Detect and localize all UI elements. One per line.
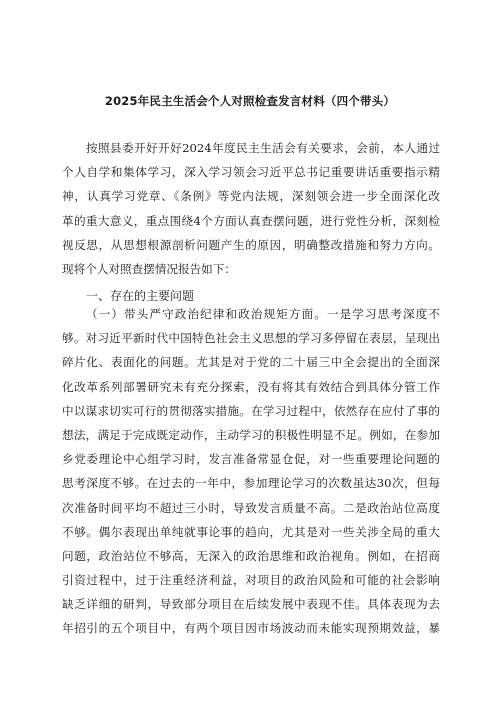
body-line: 次准备时间平均不超过三小时，导致发言质量不高。二是政治站位高度 [62, 500, 440, 515]
document-title: 2025年民主生活会个人对照检查发言材料（四个带头） [104, 94, 396, 108]
intro-line: 按照县委开好开好2024年度民主生活会有关要求，会前，本人通过 [86, 141, 440, 155]
body-line: 乡党委理论中心组学习时，发言准备常显仓促，对一些重要理论问题的 [62, 452, 440, 467]
body-line: 中以谋求切实可行的贯彻落实措施。在学习过程中，依然存在应付了事的 [62, 403, 440, 418]
body-line: 想法，满足于完成既定动作，主动学习的积极性明显不足。例如，在参加 [62, 427, 440, 442]
body-line: 引资过程中，过于注重经济利益，对项目的政治风险和可能的社会影响 [62, 573, 440, 588]
body-line: 思考深度不够。在过去的一年中，参加理论学习的次数虽达30次，但每 [62, 476, 440, 491]
body-paragraph [62, 302, 440, 641]
body-line: 够。对习近平新时代中国特色社会主义思想的学习多停留在表层，呈现出 [62, 331, 440, 346]
intro-paragraph [62, 136, 440, 281]
body-line: 化改革系列部署研究未有充分探索，没有将其有效结合到具体分管工作 [62, 379, 440, 394]
intro-line: 神，认真学习党章、《条例》等党内法规，深刻领会进一步全面深化改 [62, 189, 440, 204]
intro-line: 现将个人对照查摆情况报告如下： [62, 261, 236, 276]
intro-line: 个人自学和集体学习，深入学习领会习近平总书记重要讲话重要指示精 [62, 165, 440, 180]
body-line: 问题，政治站位不够高，无深入的政治思维和政治视角。例如，在招商 [62, 548, 440, 563]
body-line: 碎片化、表面化的问题。尤其是对于党的二十届三中全会提出的全面深 [62, 355, 440, 370]
body-line: 年招引的五个项目中，有两个项目因市场波动而未能实现预期效益，暴 [62, 621, 440, 636]
body-line: 不够。偶尔表现出单纯就事论事的趋向，尤其是对一些关涉全局的重大 [62, 524, 440, 539]
body-line: 缺乏详细的研判，导致部分项目在后续发展中表现不佳。具体表现为去 [62, 597, 440, 612]
body-line: （一）带头严守政治纪律和政治规矩方面。一是学习思考深度不 [86, 307, 440, 321]
intro-line: 视反思，从思想根源剖析问题产生的原因，明确整改措施和努力方向。 [62, 237, 440, 252]
section-heading: 一、存在的主要问题 [86, 289, 195, 303]
intro-line: 革的重大意义，重点围绕4个方面认真查摆问题，进行党性分析，深刻检 [62, 213, 440, 228]
